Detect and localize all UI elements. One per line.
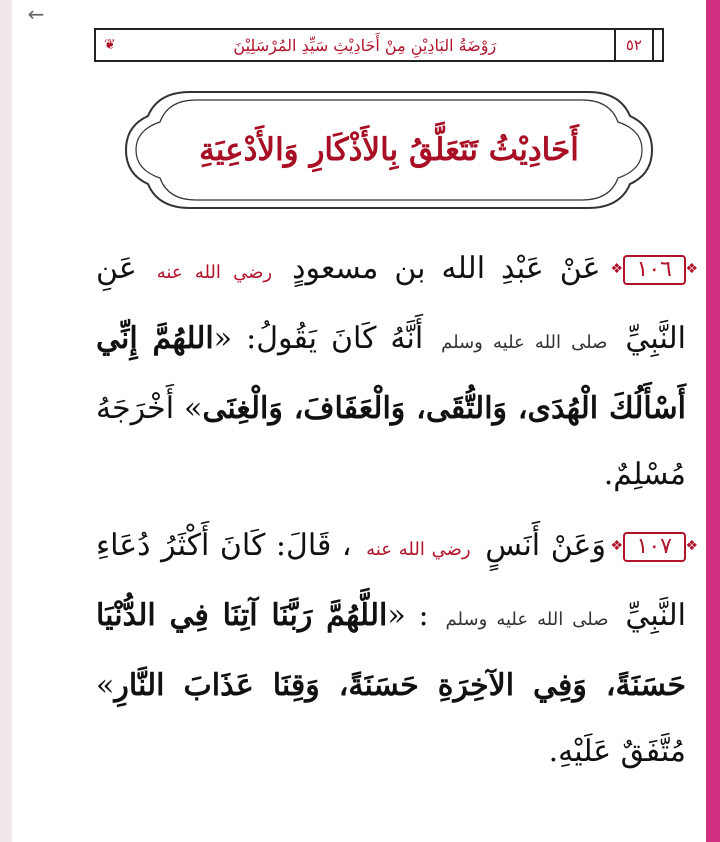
page-edge-left [0, 0, 12, 842]
hadith-106 [96, 236, 686, 508]
running-header [94, 28, 664, 62]
page-number: ٥٢ [614, 30, 654, 60]
hadith-dua: اللهُمَّ إِنِّي أَسْأَلُكَ الْهُدَى، وَالتُّقَى، وَالْعَفَافَ، وَالْغِنَى [96, 321, 686, 426]
honorific-prophet: صلى الله عليه وسلم [441, 332, 608, 353]
hadith-source: » مُتَّفَقٌ عَلَيْهِ. [96, 668, 686, 769]
chapter-title: أَحَادِيْثُ تَتَعَلَّقُ بِالأَذْكَارِ وَالأَدْعِيَةِ [199, 132, 579, 168]
hadith-dua: اللَّهُمَّ رَبَّنَا آتِنَا فِي الدُّنْيَا حَسَنَةً، وَفِي الآخِرَةِ حَسَنَةً، وَقِنَا عَذَابَ النَّارِ [96, 598, 686, 703]
hadith-107 [96, 513, 686, 785]
hadith-text: عَنِ النَّبِيِّ [96, 251, 686, 356]
hadith-source: » أَخْرَجَهُ مُسْلِمٌ. [96, 391, 686, 492]
hadith-text: : « [387, 598, 429, 633]
hadith-intro: عَنْ عَبْدِ الله بن مسعودٍ [292, 251, 601, 286]
back-arrow-icon[interactable]: ← [27, 2, 45, 26]
page-edge-right [706, 0, 720, 842]
honorific-companion: رضي الله عنه [366, 539, 471, 560]
book-page [16, 0, 700, 842]
hadith-intro: وَعَنْ أَنَسٍ [485, 528, 606, 563]
hadith-number-badge: ❖ ١٠٧ ❖ [623, 532, 686, 562]
honorific-companion: رضي الله عنه [156, 262, 273, 283]
running-title: رَوْضَةُ البَادِيْنِ مِنْ أَحَادِيْثِ سَيِّدِ المُرْسَلِيْنَ [233, 35, 497, 55]
chapter-title-frame [120, 86, 658, 214]
hadith-text: أَنَّهُ كَانَ يَقُولُ: « [213, 321, 424, 356]
hadith-text: ، قَالَ: كَانَ أَكْثَرُ دُعَاءِ النَّبِيِّ [96, 528, 687, 633]
hadith-number-badge: ❖ ١٠٦ ❖ [623, 255, 686, 285]
header-ornament-icon: ❦ [104, 37, 116, 53]
honorific-prophet: صلى الله عليه وسلم [445, 609, 609, 630]
